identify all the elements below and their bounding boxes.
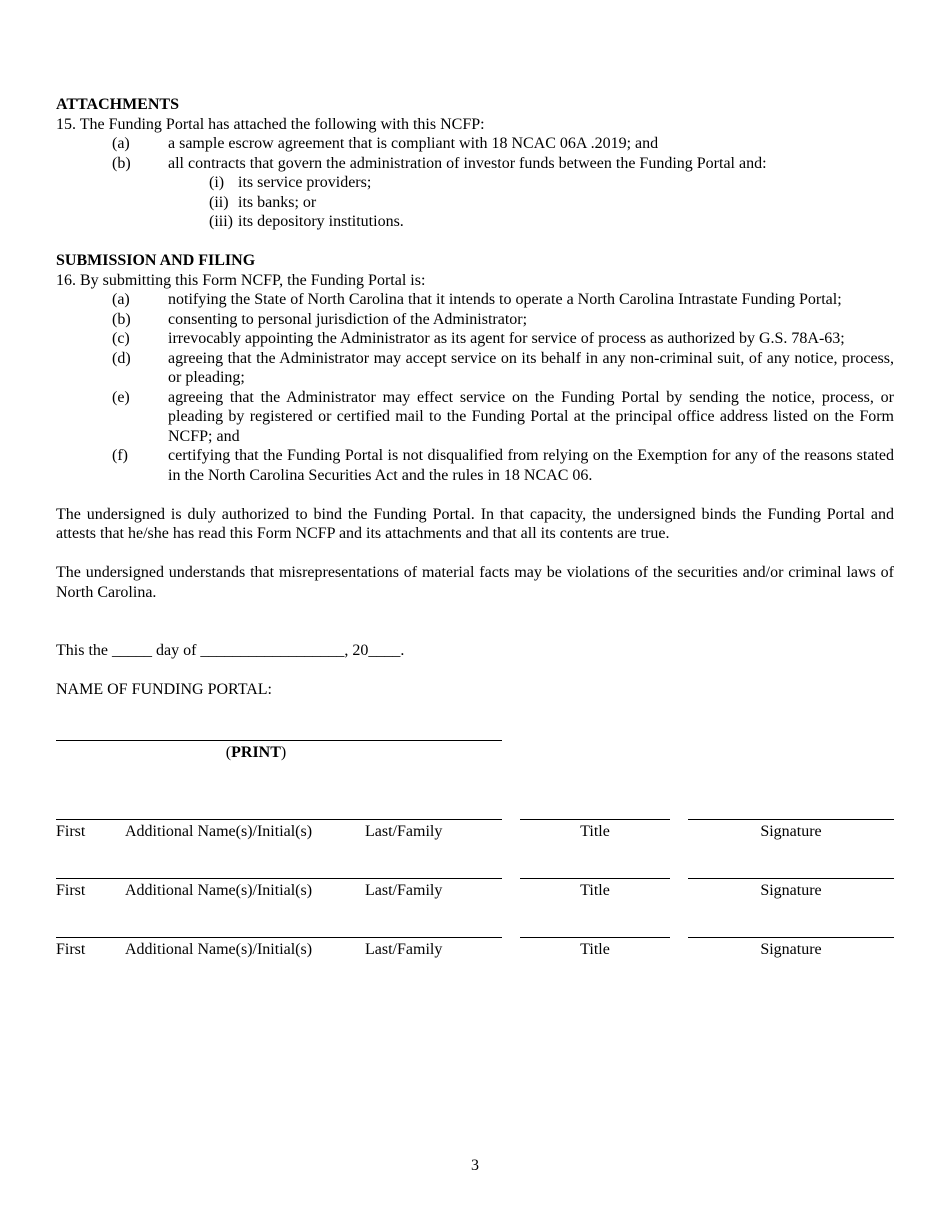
item-text: consenting to personal jurisdiction of the Administrator;	[168, 310, 528, 328]
document-body	[56, 95, 894, 700]
name-line[interactable]	[56, 819, 502, 820]
attachments-heading: ATTACHMENTS	[56, 96, 179, 113]
misrepresentation-paragraph: The undersigned understands that misrepresentations of material facts may be violations of the securities and/or criminal laws of North Carolina.	[56, 564, 894, 601]
signature-label: Signature	[760, 823, 822, 840]
title-line[interactable]	[520, 878, 670, 879]
name-line[interactable]	[56, 878, 502, 879]
signature-line[interactable]	[688, 819, 894, 820]
sub-list-item	[56, 173, 894, 193]
submission-intro: 16. By submitting this Form NCFP, the Funding Portal is:	[56, 271, 426, 289]
signature-row	[56, 878, 894, 908]
title-label: Title	[580, 823, 610, 840]
page-number: 3	[471, 1157, 479, 1174]
item-label: (a)	[112, 135, 130, 152]
additional-name-label: Additional Name(s)/Initial(s)	[125, 823, 313, 840]
list-item	[56, 310, 894, 330]
item-text: a sample escrow agreement that is compliant with 18 NCAC 06A .2019; and	[168, 135, 659, 152]
signature-label: Signature	[760, 941, 822, 958]
item-text: its banks; or	[238, 193, 317, 211]
item-label: (c)	[112, 330, 130, 347]
item-text: its service providers;	[238, 174, 372, 191]
item-label: (b)	[112, 154, 131, 172]
item-label: (a)	[112, 291, 130, 308]
list-item	[56, 154, 894, 174]
item-label: (ii)	[209, 193, 229, 211]
sub-list-item	[56, 212, 894, 232]
signature-row	[56, 937, 894, 967]
last-name-label: Last/Family	[365, 823, 443, 840]
item-label: (b)	[112, 310, 131, 328]
title-line[interactable]	[520, 937, 670, 938]
first-name-label: First	[56, 882, 86, 899]
item-text: agreeing that the Administrator may effect service on the Funding Portal by sending the notice, process, or pleading by registered or certified mail to the Funding Portal at the principal office address listed on the Form NCFP; and	[168, 388, 894, 445]
portal-name-label: NAME OF FUNDING PORTAL:	[56, 681, 272, 698]
list-item	[56, 349, 894, 388]
title-line[interactable]	[520, 819, 670, 820]
list-item	[56, 290, 894, 310]
list-item	[56, 446, 894, 485]
signature-row	[56, 819, 894, 849]
signature-line[interactable]	[688, 878, 894, 879]
list-item	[56, 134, 894, 154]
print-label: (PRINT)	[225, 744, 287, 761]
item-label: (e)	[112, 388, 130, 406]
item-text: agreeing that the Administrator may accept service on its behalf in any non-criminal suit, of any notice, process, or pleading;	[168, 349, 894, 386]
submission-heading: SUBMISSION AND FILING	[56, 252, 256, 269]
first-name-label: First	[56, 941, 86, 958]
list-item	[56, 388, 894, 447]
sub-list-item	[56, 193, 894, 213]
item-text: notifying the State of North Carolina that it intends to operate a North Carolina Intrastate Funding Portal;	[168, 291, 842, 308]
attestation-paragraph: The undersigned is duly authorized to bind the Funding Portal. In that capacity, the undersigned binds the Funding Portal and attests that he/she has read this Form NCFP and its attachments and that all its contents are true.	[56, 505, 894, 542]
item-label: (i)	[209, 174, 225, 191]
last-name-label: Last/Family	[365, 882, 443, 899]
item-label: (iii)	[209, 213, 233, 230]
item-text: all contracts that govern the administration of investor funds between the Funding Portal and:	[168, 154, 767, 172]
additional-name-label: Additional Name(s)/Initial(s)	[125, 882, 313, 899]
signature-line[interactable]	[688, 937, 894, 938]
portal-name-field	[56, 740, 502, 763]
additional-name-label: Additional Name(s)/Initial(s)	[125, 941, 313, 958]
date-line: This the _____ day of __________________, 20____.	[56, 642, 405, 659]
item-text: irrevocably appointing the Administrator as its agent for service of process as authorized by G.S. 78A-63;	[168, 330, 845, 347]
name-line[interactable]	[56, 937, 502, 938]
signature-label: Signature	[760, 882, 822, 899]
attachments-intro: 15. The Funding Portal has attached the following with this NCFP:	[56, 115, 485, 133]
last-name-label: Last/Family	[365, 941, 443, 958]
portal-name-line[interactable]	[56, 740, 502, 741]
title-label: Title	[580, 882, 610, 899]
item-text: its depository institutions.	[238, 213, 404, 230]
first-name-label: First	[56, 823, 86, 840]
item-label: (d)	[112, 349, 131, 367]
list-item	[56, 329, 894, 349]
item-label: (f)	[112, 447, 128, 464]
title-label: Title	[580, 941, 610, 958]
item-text: certifying that the Funding Portal is not disqualified from relying on the Exemption for any of the reasons stated in the North Carolina Securities Act and the rules in 18 NCAC 06.	[168, 447, 894, 484]
